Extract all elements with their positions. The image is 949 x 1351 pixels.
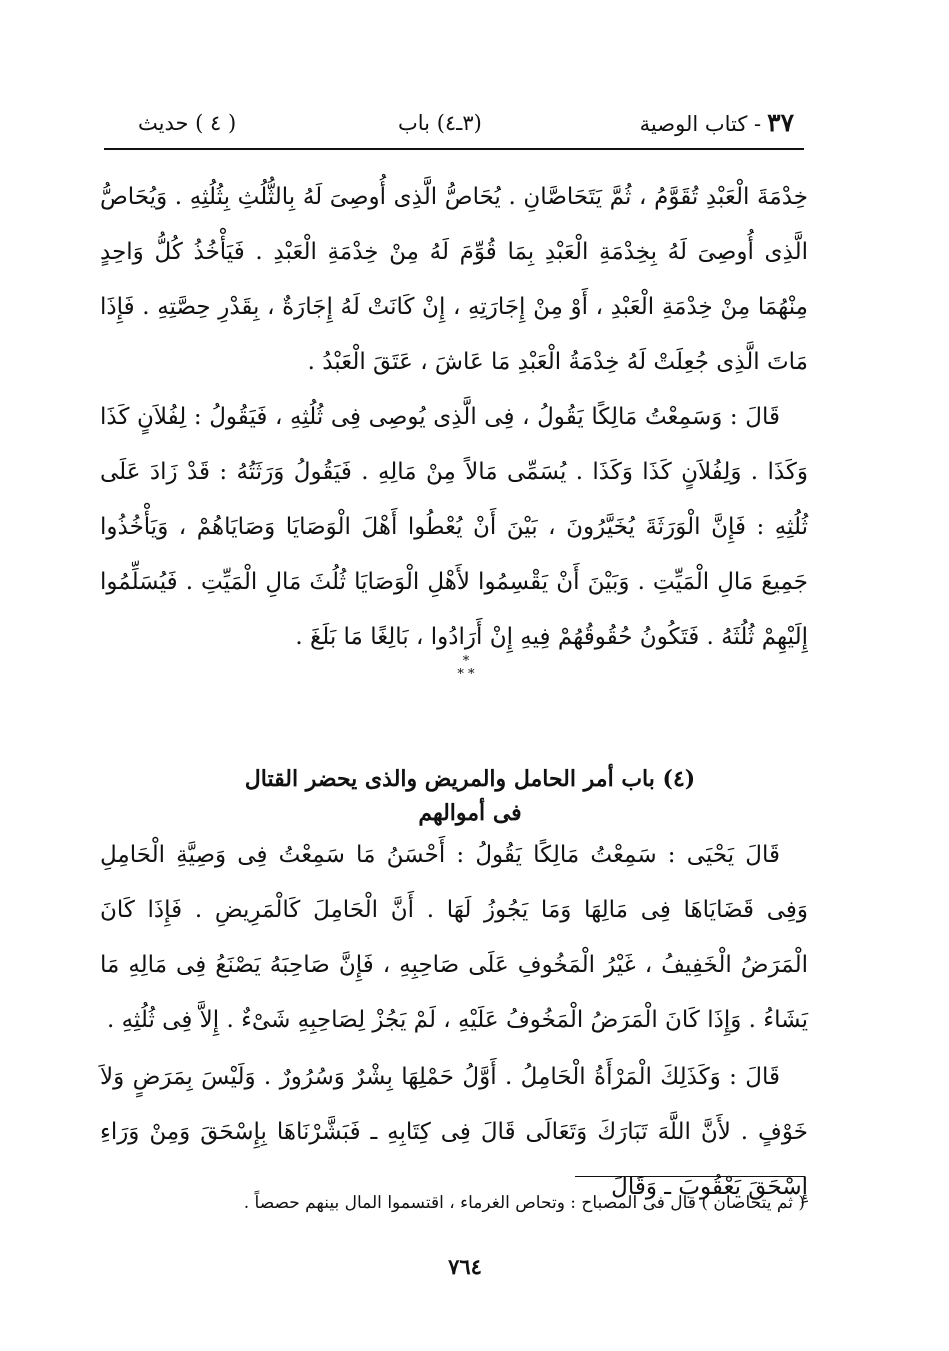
separator-stars: * * * xyxy=(457,654,475,682)
header-chapter: (٣ـ٤) باب xyxy=(398,111,482,135)
header-book-title-text: - كتاب الوصية xyxy=(639,112,762,136)
header-rule xyxy=(104,148,804,150)
paragraph-3: قَالَ يَحْيَى : سَمِعْتُ مَالِكًا يَقُولُ : أَحْسَنُ مَا سَمِعْتُ فِى وَصِيَّةِ الْحَامِلِ وَفِى قَضَايَاهَا فِى مَالِهَا وَمَا يَجُوزُ لَهَا . أَنَّ الْحَامِلَ كَالْمَرِيضِ . فَإِذَا كَانَ الْمَرَضُ الْخَفِيفُ ، غَيْرُ الْمَخُوفِ عَلَى صَاحِبِهِ ، فَإِنَّ صَاحِبَهُ يَصْنَعُ فِى مَالِهِ مَا يَشَاءُ . وَإِذَا كَانَ الْمَرَضُ الْمَخُوفُ عَلَيْهِ ، لَمْ يَجُزْ لِصَاحِبِهِ شَىْءٌ . إِلاَّ فِى ثُلُثِهِ . xyxy=(100,842,808,1033)
header-page-number: ٣٧ xyxy=(767,108,794,137)
header-hadith: ( ٤ ) حديث xyxy=(138,111,237,135)
paragraph-4: قَالَ : وَكَذَلِكَ الْمَرْأَةُ الْحَامِلُ . أَوَّلُ حَمْلِهَا بِشْرٌ وَسُرُورٌ . وَلَيْسَ بِمَرَضٍ وَلاَ خَوْفٍ . لأَنَّ اللَّهَ تَبَارَكَ وَتَعَالَى قَالَ فِى كِتَابِهِ ـ فَبَشَّرْنَاهَا بِإِسْحَقَ وَمِنْ وَرَاءِ إِسْحَقَ يَعْقُوبَ ـ وَقَالَ xyxy=(100,1064,808,1200)
section-title: (٤) باب أمر الحامل والمريض والذى يحضر القتال فى أموالهم xyxy=(244,766,696,826)
footnote-rule xyxy=(575,1176,805,1177)
running-header xyxy=(118,108,794,142)
header-book-title xyxy=(640,108,794,139)
paragraph-2: قَالَ : وَسَمِعْتُ مَالِكًا يَقُولُ ، فِى الَّذِى يُوصِى فِى ثُلُثِهِ ، فَيَقُولُ : لِفُلاَنٍ كَذَا وَكَذَا . وَلِفُلاَنٍ كَذَا وَكَذَا . يُسَمِّى مَالاً مِنْ مَالِهِ . فَيَقُولُ وَرَثَتُهُ : قَدْ زَادَ عَلَى ثُلُثِهِ : فَإِنَّ الْوَرَثَةَ يُخَيَّرُونَ ، بَيْنَ أَنْ يُعْطُوا أَهْلَ الْوَصَايَا وَصَايَاهُمْ ، وَيَأْخُذُوا جَمِيعَ مَالِ الْمَيِّتِ . وَبَيْنَ أَنْ يَقْسِمُوا لأَهْلِ الْوَصَايَا ثُلُثَ مَالِ الْمَيِّتِ . فَيُسَلِّمُوا إِلَيْهِمْ ثُلُثَهُ . فَتَكُونُ حُقُوقُهُمْ فِيهِ إِنْ أَرَادُوا ، بَالِغًا مَا بَلَغَ . xyxy=(100,404,808,650)
paragraph-1: خِدْمَةَ الْعَبْدِ تُقَوَّمُ ، ثُمَّ يَتَحَاصَّانِ . يُحَاصُّ الَّذِى أُوصِىَ لَهُ بِالثُّلُثِ بِثُلُثِهِ . وَيُحَاصُّ الَّذِى أُوصِىَ لَهُ بِخِدْمَةِ الْعَبْدِ بِمَا قُوِّمَ لَهُ مِنْ خِدْمَةِ الْعَبْدِ . فَيَأْخُذُ كُلُّ وَاحِدٍ مِنْهُمَا مِنْ خِدْمَةِ الْعَبْدِ ، أَوْ مِنْ إِجَارَتِهِ ، إِنْ كَانَتْ لَهُ إِجَارَةٌ ، بِقَدْرِ حِصَّتِهِ . فَإِذَا مَاتَ الَّذِى جُعِلَتْ لَهُ خِدْمَةُ الْعَبْدِ مَا عَاشَ ، عَتَقَ الْعَبْدُ . xyxy=(100,184,808,375)
page-folio: ٧٦٤ xyxy=(448,1254,482,1279)
section-separator xyxy=(436,655,496,681)
footnote: ( ثم يتحاصان ) قال فى المصباح : وتحاص الغرماء ، اقتسموا المال بينهم حصصاً . xyxy=(243,1193,805,1213)
